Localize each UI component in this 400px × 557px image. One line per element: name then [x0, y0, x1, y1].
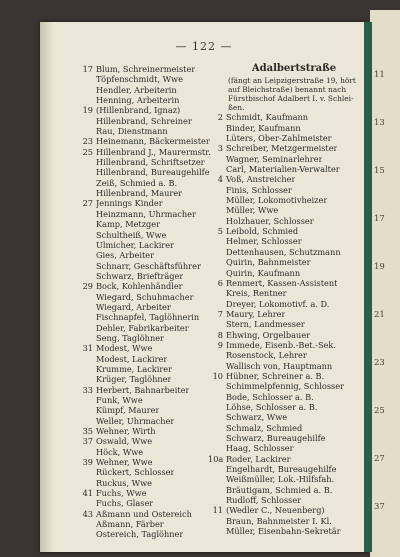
resident-name: Aßmann und Ostereich — [96, 508, 192, 519]
directory-entry — [78, 374, 228, 384]
house-number: 33 — [82, 384, 93, 395]
resident-name: Wagner, Seminarlehrer — [226, 153, 323, 164]
resident-name: Rudloff, Schlosser — [226, 495, 302, 506]
directory-entry — [78, 323, 228, 333]
house-number — [78, 302, 96, 312]
resident-name: Haag, Schlosser — [226, 443, 294, 454]
next-page-number: 13 — [374, 118, 385, 128]
house-number — [208, 464, 226, 474]
directory-entry — [208, 402, 360, 412]
resident-name: Schnarr, Geschäftsführer — [96, 260, 201, 271]
house-number — [208, 205, 226, 215]
directory-entry — [78, 167, 228, 177]
house-number: 3 — [217, 143, 223, 154]
house-number: 23 — [82, 136, 93, 147]
directory-entry — [208, 485, 360, 495]
house-number — [78, 323, 96, 333]
resident-name: Wiegard, Schuhmacher — [96, 291, 194, 302]
resident-name: Hendler, Arbeiterin — [96, 84, 177, 95]
house-number — [208, 392, 226, 402]
resident-name: Maury, Lehrer — [226, 308, 286, 319]
directory-entry — [208, 330, 360, 340]
house-number — [78, 519, 96, 529]
directory-entry — [208, 174, 360, 184]
directory-entry — [78, 312, 228, 322]
directory-entry — [78, 354, 228, 364]
directory-entry — [78, 447, 228, 457]
house-number — [208, 474, 226, 484]
resident-name: Stern, Landmesser — [226, 319, 305, 330]
resident-name: Fuchs, Wwe — [96, 488, 147, 499]
house-number — [78, 447, 96, 457]
house-number — [78, 250, 96, 260]
resident-name: Gies, Arbeiter — [96, 250, 154, 261]
resident-name: Dettenhausen, Schutzmann — [226, 246, 341, 257]
house-number — [78, 209, 96, 219]
directory-entry — [78, 85, 228, 95]
directory-entry — [208, 299, 360, 309]
directory-entry — [208, 309, 360, 319]
house-number: 4 — [217, 174, 223, 185]
resident-name: Rückert, Schlosser — [96, 467, 175, 478]
resident-name: Kreis, Rentner — [226, 288, 287, 299]
next-page-number: 21 — [374, 310, 385, 320]
directory-entry — [208, 143, 360, 153]
directory-entry — [78, 509, 228, 519]
resident-name: Herbert, Bahnarbeiter — [96, 384, 190, 395]
resident-name: Oswald, Wwe — [96, 436, 153, 447]
resident-name: Hillenbrand J., Maurermstr. — [96, 146, 211, 157]
book-spine — [364, 22, 372, 552]
resident-name: Binder, Kaufmann — [226, 122, 301, 133]
resident-name: Wallisch von, Hauptmann — [226, 360, 333, 371]
house-number — [208, 319, 226, 329]
house-number — [208, 381, 226, 391]
house-number — [78, 85, 96, 95]
resident-name: Braun, Bahnmeister I. Kl. — [226, 515, 332, 526]
next-page-edge — [370, 10, 400, 557]
house-number: 31 — [82, 343, 93, 354]
house-number — [78, 219, 96, 229]
directory-entry — [208, 423, 360, 433]
resident-name: Schmidt, Kaufmann — [226, 112, 309, 123]
house-number — [78, 333, 96, 343]
resident-name: Schultheiß, Wwe — [96, 229, 167, 240]
resident-name: Bode, Schlosser a. B. — [226, 391, 314, 402]
house-number — [78, 374, 96, 384]
next-page-number: 15 — [374, 166, 385, 176]
directory-entry — [208, 195, 360, 205]
directory-entry — [78, 219, 228, 229]
house-number: 7 — [217, 308, 223, 319]
house-number — [208, 495, 226, 505]
directory-entry — [78, 261, 228, 271]
resident-name: Ruckus, Wwe — [96, 477, 152, 488]
house-number — [208, 350, 226, 360]
directory-entry — [208, 216, 360, 226]
resident-name: Schreiber, Metzgermeister — [226, 143, 338, 154]
resident-name: Funk, Wwe — [96, 395, 143, 405]
house-number — [208, 164, 226, 174]
house-number — [208, 443, 226, 453]
resident-name: Müller, Wwe — [226, 205, 279, 216]
resident-name: Renmert, Kassen-Assistent — [226, 277, 338, 288]
directory-entry — [78, 136, 228, 146]
resident-name: Modest, Lackirer — [96, 353, 168, 364]
resident-name: Ulmicher, Lackirer — [96, 239, 174, 250]
next-page-number: 17 — [374, 214, 385, 224]
directory-entry — [78, 529, 228, 539]
resident-name: Dreyer, Lokomotivf. a. D. — [226, 298, 330, 309]
directory-entry — [78, 488, 228, 498]
house-number — [208, 299, 226, 309]
resident-name: Töpfenschmidt, Wwe — [96, 74, 183, 85]
directory-entry — [208, 443, 360, 453]
house-number: 5 — [217, 226, 223, 237]
directory-entry — [208, 392, 360, 402]
next-page-number: 19 — [374, 262, 385, 272]
street-intro — [208, 76, 360, 112]
directory-entry — [78, 426, 228, 436]
resident-name: Modest, Wwe — [96, 343, 153, 354]
house-number — [78, 74, 96, 84]
directory-entry — [208, 412, 360, 422]
resident-name: Lüters, Ober-Zahlmeister — [226, 133, 332, 144]
next-page-number: 25 — [374, 406, 385, 416]
book-page — [40, 22, 368, 552]
directory-entry — [208, 278, 360, 288]
resident-name: Leibold, Schmied — [226, 226, 299, 237]
resident-name: Schimmelpfennig, Schlosser — [226, 381, 344, 392]
house-number — [208, 247, 226, 257]
house-number: 39 — [82, 457, 93, 468]
house-number: 43 — [82, 508, 93, 519]
house-number — [78, 364, 96, 374]
directory-entry — [208, 288, 360, 298]
house-number — [78, 167, 96, 177]
page-number: — 122 — — [175, 40, 233, 53]
house-number — [78, 157, 96, 167]
directory-entry — [208, 133, 360, 143]
directory-entry — [78, 157, 228, 167]
house-number: 9 — [217, 339, 223, 350]
resident-name: Hillenbrand, Maurer — [96, 188, 183, 199]
directory-entry — [78, 250, 228, 260]
house-number: 17 — [82, 64, 93, 74]
resident-name: Quirin, Bahnmeister — [226, 257, 311, 268]
directory-entry — [78, 385, 228, 395]
house-number — [78, 395, 96, 405]
resident-name: Weller, Uhrmacher — [96, 415, 175, 426]
house-number — [208, 361, 226, 371]
house-number — [78, 467, 96, 477]
resident-name: Krumme, Lackirer — [96, 363, 173, 374]
directory-entry — [78, 478, 228, 488]
resident-name: Müller, Lokomotivheizer — [226, 195, 328, 206]
resident-name: Weißmüller, Lok.-Hilfsfah. — [226, 474, 335, 485]
directory-entry — [78, 436, 228, 446]
house-number — [208, 526, 226, 536]
directory-entry — [78, 209, 228, 219]
house-number — [208, 133, 226, 143]
directory-entry — [208, 154, 360, 164]
house-number — [78, 230, 96, 240]
house-number — [78, 354, 96, 364]
house-number — [78, 405, 96, 415]
house-number — [208, 516, 226, 526]
resident-name: Roder, Lackirer — [226, 453, 291, 464]
directory-entry — [78, 95, 228, 105]
house-number — [208, 412, 226, 422]
resident-name: Müller, Eisenbahn-Sekretär — [226, 526, 341, 537]
house-number — [208, 485, 226, 495]
resident-name: Kümpf, Maurer — [96, 405, 160, 416]
intro-line: (fängt an Leipzigerstraße 19, hört — [228, 76, 356, 86]
resident-name: Rosenstock, Lehrer — [226, 350, 307, 361]
house-number — [208, 268, 226, 278]
directory-entry — [208, 205, 360, 215]
resident-name: Ehwing, Orgelbauer — [226, 329, 311, 340]
directory-entry — [78, 405, 228, 415]
house-number — [78, 498, 96, 508]
resident-name: Fuchs, Glaser — [96, 498, 154, 509]
house-number — [208, 154, 226, 164]
house-number — [78, 240, 96, 250]
house-number: 25 — [82, 146, 93, 157]
directory-entry — [78, 467, 228, 477]
directory-entry — [208, 268, 360, 278]
resident-name: (Hillenbrand, Ignaz) — [96, 105, 181, 116]
resident-name: (Wedler C., Neuenberg) — [226, 505, 325, 516]
resident-name: Kamp, Metzger — [96, 219, 161, 230]
resident-name: Höck, Wwe — [96, 446, 144, 457]
next-page-number: 37 — [374, 502, 385, 512]
directory-entry — [208, 371, 360, 381]
directory-entry — [78, 333, 228, 343]
house-number: 8 — [217, 329, 223, 340]
house-number — [78, 188, 96, 198]
resident-name: Dehler, Fabrikarbeiter — [96, 322, 189, 333]
house-number: 10a — [208, 453, 224, 464]
resident-name: Heinemann, Bäckermeister — [96, 136, 210, 147]
house-number: 35 — [82, 426, 93, 437]
resident-name: Henning, Arbeiterin — [96, 95, 180, 106]
directory-entry — [208, 319, 360, 329]
resident-name: Schwarz, Bureaugehilfe — [226, 433, 326, 443]
house-number: 29 — [82, 281, 93, 292]
page-gutter — [40, 22, 54, 552]
house-number — [208, 288, 226, 298]
directory-entry — [78, 178, 228, 188]
house-number — [78, 271, 96, 281]
house-number: 19 — [82, 105, 93, 116]
directory-entry — [208, 361, 360, 371]
directory-entry — [208, 123, 360, 133]
directory-entry — [78, 292, 228, 302]
directory-entry — [78, 457, 228, 467]
resident-name: Schwarz, Wwe — [226, 412, 288, 423]
house-number — [208, 433, 226, 443]
resident-name: Rau, Dienstmann — [96, 126, 168, 137]
directory-entry — [78, 519, 228, 529]
directory-entry — [208, 247, 360, 257]
resident-name: Schmalz, Schmied — [226, 422, 303, 433]
directory-entry — [208, 526, 360, 536]
house-number — [208, 195, 226, 205]
house-number — [208, 423, 226, 433]
house-number: 27 — [82, 198, 93, 209]
directory-entry — [78, 64, 228, 74]
house-number — [78, 116, 96, 126]
resident-name: Hillenbrand, Schriftsetzer — [96, 157, 205, 168]
resident-name: Immede, Eisenb.-Bet.-Sek. — [226, 339, 336, 350]
directory-entry — [208, 185, 360, 195]
resident-name: Wehner, Wwe — [96, 457, 153, 468]
next-page-number: 27 — [374, 454, 385, 464]
resident-name: Engelhardt, Bureaugehilfe — [226, 464, 337, 475]
resident-name: Wehner, Wirth — [96, 426, 156, 437]
directory-entry — [78, 271, 228, 281]
directory-entry — [78, 74, 228, 84]
house-number — [78, 292, 96, 302]
resident-name: Wiegard, Arbeiter — [96, 301, 171, 312]
directory-entry — [208, 381, 360, 391]
directory-entry — [78, 343, 228, 353]
directory-entry — [208, 112, 360, 122]
intro-line: Fürstbischof Adalbert I. v. Schlei- — [228, 94, 354, 104]
intro-line: ßen. — [228, 103, 245, 113]
directory-entry — [78, 364, 228, 374]
resident-name: Helmer, Schlosser — [226, 236, 302, 247]
house-number — [78, 529, 96, 539]
resident-name: Aßmann, Färber — [96, 519, 164, 530]
street-title: Adalbertstraße — [251, 63, 337, 74]
directory-entry — [78, 416, 228, 426]
resident-name: Voß, Anstreicher — [226, 174, 296, 185]
directory-entry — [208, 464, 360, 474]
house-number — [78, 261, 96, 271]
directory-entry — [78, 302, 228, 312]
resident-name: Zeiß, Schmied a. B. — [96, 177, 178, 188]
directory-entry — [208, 350, 360, 360]
next-page-number: 11 — [374, 70, 385, 80]
house-number — [78, 178, 96, 188]
resident-name: Finis, Schlosser — [226, 184, 292, 195]
house-number: 10 — [212, 370, 223, 381]
left-column — [78, 64, 228, 540]
directory-entry — [78, 498, 228, 508]
house-number — [208, 185, 226, 195]
next-page-number: 23 — [374, 358, 385, 368]
resident-name: Ostereich, Taglöhner — [96, 529, 184, 540]
resident-name: Hillenbrand, Bureaugehilfe — [96, 167, 210, 178]
directory-entry — [208, 340, 360, 350]
directory-entry — [208, 495, 360, 505]
house-number — [208, 402, 226, 412]
resident-name: Krüger, Taglöhner — [96, 374, 172, 385]
directory-entry — [78, 105, 228, 115]
directory-entry — [208, 236, 360, 246]
house-number: 41 — [82, 488, 93, 499]
directory-entry — [208, 226, 360, 236]
house-number — [78, 126, 96, 136]
directory-entry — [78, 188, 228, 198]
house-number — [78, 95, 96, 105]
directory-entry — [78, 198, 228, 208]
resident-name: Seng, Taglöhner — [96, 332, 164, 343]
resident-name: Heinzmann, Uhrmacher — [96, 208, 196, 219]
resident-name: Bock, Kohlenhändler — [96, 281, 183, 292]
house-number: 37 — [82, 436, 93, 447]
directory-entry — [78, 395, 228, 405]
directory-entry — [78, 147, 228, 157]
directory-entry — [78, 116, 228, 126]
resident-name: Holzhauer, Schlosser — [226, 215, 314, 226]
directory-entry — [208, 433, 360, 443]
resident-name: Bräutigam, Schmied a. B. — [226, 484, 333, 495]
directory-entry — [208, 164, 360, 174]
intro-line: auf Bleichstraße) benannt nach — [228, 85, 347, 95]
house-number — [208, 123, 226, 133]
resident-name: Fischnapfel, Taglöhnerin — [96, 312, 200, 323]
house-number: 6 — [217, 277, 223, 288]
directory-entry — [208, 516, 360, 526]
directory-entry — [208, 257, 360, 267]
directory-entry — [78, 126, 228, 136]
directory-entry — [78, 240, 228, 250]
house-number — [78, 312, 96, 322]
house-number — [208, 257, 226, 267]
resident-name: Carl, Materialien-Verwalter — [226, 164, 340, 175]
resident-name: Blum, Schreinermeister — [96, 64, 196, 74]
right-column — [208, 64, 360, 536]
directory-entry — [78, 281, 228, 291]
directory-entry — [208, 474, 360, 484]
house-number — [78, 478, 96, 488]
directory-entry — [208, 454, 360, 464]
house-number: 11 — [212, 505, 223, 516]
directory-entry — [78, 230, 228, 240]
house-number: 2 — [217, 112, 223, 123]
house-number — [208, 216, 226, 226]
directory-entry — [208, 505, 360, 515]
resident-name: Hübner, Schreiner a. B. — [226, 370, 325, 381]
resident-name: Jennings Kinder — [96, 198, 163, 209]
resident-name: Schwarz, Briefträger — [96, 270, 184, 281]
resident-name: Quirin, Kaufmann — [226, 267, 301, 278]
house-number — [78, 416, 96, 426]
house-number — [208, 236, 226, 246]
resident-name: Löhse, Schlosser a. B. — [226, 401, 318, 412]
resident-name: Hillenbrand, Schreiner — [96, 115, 192, 126]
